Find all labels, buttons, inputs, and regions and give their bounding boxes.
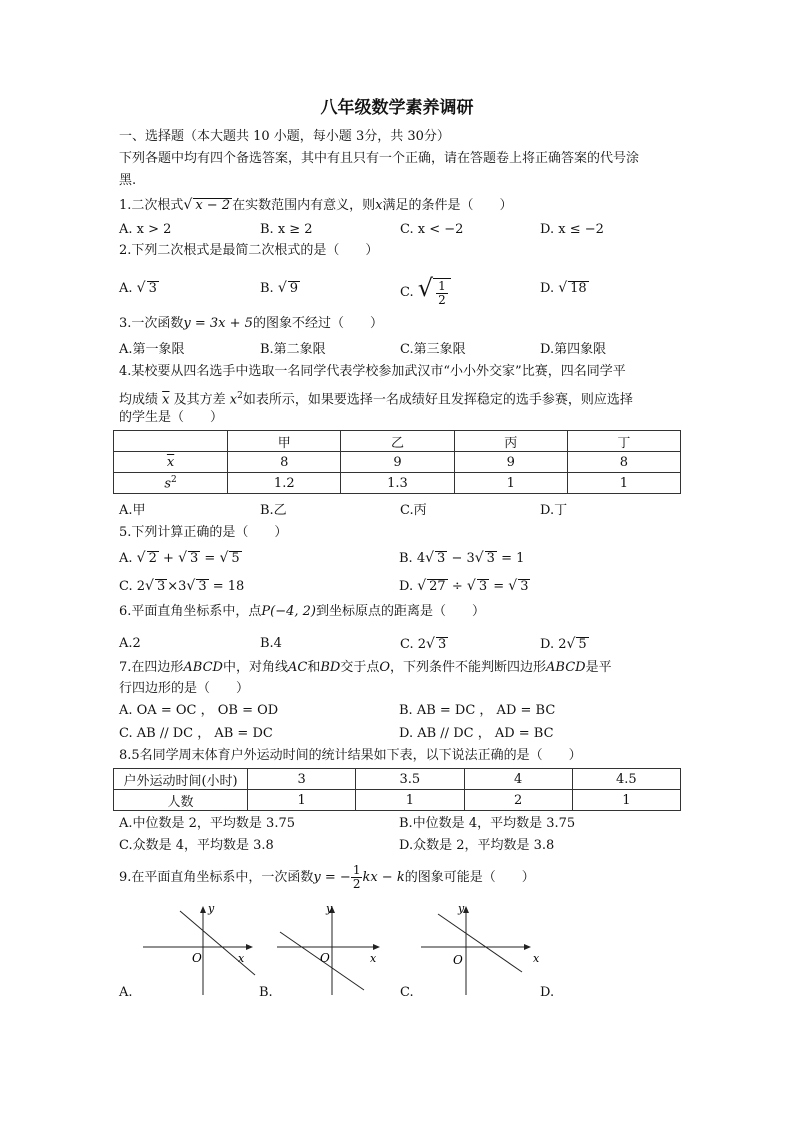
graph-c xyxy=(416,900,540,1000)
radical-sign-icon: √ xyxy=(474,550,484,566)
table-header: 丁 xyxy=(567,431,680,452)
table-row xyxy=(114,769,681,790)
q3-option-c[interactable]: C.第三象限 xyxy=(400,342,466,357)
axis-y-label: y xyxy=(326,902,333,915)
q2-fraction xyxy=(433,278,451,307)
table-cell: 4.5 xyxy=(572,769,680,790)
radical-sign-icon: √ xyxy=(417,274,434,302)
radical-sign-icon: √ xyxy=(219,550,229,566)
q4-option-d[interactable]: D.丁 xyxy=(540,503,568,518)
radical-sign-icon: √ xyxy=(136,550,146,566)
q5-a-r3: 5 xyxy=(231,551,240,566)
q5-d-r3: 3 xyxy=(520,579,529,594)
q1-option-a[interactable]: A. x > 2 xyxy=(119,222,172,237)
q4-option-c[interactable]: C.丙 xyxy=(400,503,427,518)
q4-table xyxy=(113,430,681,494)
arrow-up-icon xyxy=(200,906,206,913)
q2-frac-num: 1 xyxy=(438,279,446,293)
origin-label: O xyxy=(453,953,463,967)
q5-c-label: C. 2 xyxy=(119,579,146,594)
q2-frac-den: 2 xyxy=(438,293,446,307)
q3-option-b[interactable]: B.第二象限 xyxy=(260,342,326,357)
radical-sign-icon: √ xyxy=(558,280,568,296)
table-header: 丙 xyxy=(454,431,567,452)
q5-c-rest: = 18 xyxy=(212,579,245,594)
radical-sign-icon: √ xyxy=(277,280,287,296)
q6-stem-a: 6.平面直角坐标系中，点 xyxy=(119,604,262,619)
q9-option-b[interactable]: B. xyxy=(259,985,273,1000)
axis-x-label: x xyxy=(370,952,377,965)
q6-stem-b: 到坐标原点的距离是（ ） xyxy=(316,604,486,619)
q9-stem-b: 的图象可能是（ ） xyxy=(404,870,535,885)
q2-radicand-d: 18 xyxy=(570,281,587,296)
arrow-right-icon xyxy=(524,944,531,950)
table-cell: 1 xyxy=(572,790,680,811)
q5-stem: 5.下列计算正确的是（ ） xyxy=(119,525,288,540)
q5-option-b[interactable] xyxy=(399,550,524,567)
table-row-label: 人数 xyxy=(114,790,248,811)
s-sup: 2 xyxy=(171,474,177,485)
q6-c-radicand: 3 xyxy=(437,637,447,652)
q6-c-coef: C. 2 xyxy=(400,637,427,652)
q8-option-a[interactable]: A.中位数是 2，平均数是 3.75 xyxy=(119,816,296,831)
q7-quad: ABCD xyxy=(183,660,223,675)
radical-sign-icon: √ xyxy=(178,550,187,566)
graph-a xyxy=(138,900,260,1000)
q9-y-eq: y = − xyxy=(313,870,351,885)
q7-l1c: 交于点 xyxy=(340,660,380,675)
function-line xyxy=(438,914,522,972)
q9-option-a[interactable]: A. xyxy=(119,985,133,1000)
q6-option-c[interactable] xyxy=(400,636,448,653)
q1-option-c[interactable]: C. x < −2 xyxy=(400,222,464,237)
table-row xyxy=(114,473,681,494)
q2-option-d[interactable] xyxy=(540,280,589,297)
q4-xbar: $\overline{x}$ xyxy=(162,392,170,408)
q4-line-2a: 均成绩 xyxy=(119,392,159,408)
q5-c-r2: 3 xyxy=(198,579,207,594)
q5-b-r1: 3 xyxy=(437,551,446,566)
q9-stem xyxy=(119,858,535,898)
table-cell: 8 xyxy=(228,452,341,473)
radical-sign-icon: √ xyxy=(426,636,435,652)
q3-stem-a: 3.一次函数 xyxy=(119,316,184,331)
q8-stem: 8.5名同学周末体育户外运动时间的统计结果如下表，以下说法正确的是（ ） xyxy=(119,748,582,763)
s-symbol: s xyxy=(164,476,172,492)
q7-option-b[interactable]: B. AB = DC ， AD = BC xyxy=(399,703,556,718)
q7-option-c[interactable]: C. AB // DC ， AB = DC xyxy=(119,726,273,741)
table-cell xyxy=(114,431,228,452)
instruction-line-2: 黑. xyxy=(119,173,137,188)
q1-var: x xyxy=(375,198,383,213)
q7-bd: BD xyxy=(320,660,341,675)
q1-stem xyxy=(119,197,512,214)
table-cell: 1 xyxy=(454,473,567,494)
q9-frac-num: 1 xyxy=(352,863,361,877)
table-header: 乙 xyxy=(341,431,454,452)
q4-line-2 xyxy=(119,388,633,408)
q3-stem-b: 的图象不经过（ ） xyxy=(252,316,383,331)
q1-option-d[interactable]: D. x ≤ −2 xyxy=(540,222,604,237)
table-cell: 8 xyxy=(567,452,680,473)
q5-option-a[interactable] xyxy=(119,550,242,567)
q4-option-a[interactable]: A.甲 xyxy=(119,503,146,518)
radical-sign-icon: √ xyxy=(466,578,476,594)
q7-line-2: 行四边形的是（ ） xyxy=(119,681,250,696)
q1-stem-a: 1.二次根式 xyxy=(119,198,184,213)
q5-d-eq: = xyxy=(493,579,505,594)
radical-sign-icon: √ xyxy=(566,636,576,652)
q5-a-label: A. xyxy=(119,551,133,566)
q1-stem-b: 在实数范围内有意义，则 xyxy=(232,198,376,213)
q4-sq: 2 xyxy=(237,391,243,401)
table-cell: 1.3 xyxy=(341,473,454,494)
q5-option-c[interactable] xyxy=(119,578,244,595)
graph-b xyxy=(272,900,394,1000)
q4-line-2c: 如表所示，如果要选择一名成绩好且发挥稳定的选手参赛，则应选择 xyxy=(242,392,633,408)
table-cell: 1 xyxy=(248,790,356,811)
q7-option-d[interactable]: D. AB // DC ， AD = BC xyxy=(399,726,554,741)
instruction-line-1: 下列各题中均有四个备选答案，其中有且只有一个正确，请在答题卷上将正确答案的代号涂 xyxy=(119,151,640,166)
table-cell: 3 xyxy=(248,769,356,790)
q8-option-d[interactable]: D.众数是 2，平均数是 3.8 xyxy=(399,838,555,853)
q9-frac-den: 2 xyxy=(352,877,361,891)
radical-sign-icon: √ xyxy=(186,578,196,594)
q5-d-r1: 27 xyxy=(429,579,446,594)
q6-d-coef: D. 2 xyxy=(540,637,567,652)
q7-quad2: ABCD xyxy=(546,660,586,675)
table-row-label xyxy=(114,473,228,494)
table-cell: 3.5 xyxy=(356,769,464,790)
radical-sign-icon: √ xyxy=(425,550,435,566)
q5-a-eq: = xyxy=(204,551,216,566)
origin-label: O xyxy=(320,951,330,965)
q4-line-2b: 及其方差 xyxy=(173,392,226,408)
q4-line-3: 的学生是（ ） xyxy=(119,410,224,425)
q5-b-op: − 3 xyxy=(451,551,475,566)
table-cell: 9 xyxy=(341,452,454,473)
q4-xsq: x xyxy=(229,392,238,408)
q2-option-b[interactable] xyxy=(260,280,300,297)
q3-stem xyxy=(119,316,383,332)
q5-d-op: ÷ xyxy=(451,579,463,594)
q3-formula: y = 3x + 5 xyxy=(183,316,253,331)
q9-option-c[interactable]: C. xyxy=(400,985,414,1000)
q5-a-r2: 3 xyxy=(189,551,199,566)
q7-l1b: 中，对角线 xyxy=(222,660,288,675)
q2-stem: 2.下列二次根式是最简二次根式的是（ ） xyxy=(119,243,379,258)
q2-label-a: A. xyxy=(119,281,133,296)
q5-b-r2: 3 xyxy=(486,551,495,566)
axis-x-label: x xyxy=(533,952,540,965)
q6-d-radicand: 5 xyxy=(578,637,587,652)
q1-stem-c: 满足的条件是（ ） xyxy=(382,198,513,213)
q7-option-a[interactable]: A. OA = OC ， OB = OD xyxy=(119,703,279,718)
radical-sign-icon: √ xyxy=(508,578,518,594)
q2-radicand-a: 3 xyxy=(148,281,157,296)
q7-line-1 xyxy=(119,660,612,676)
q5-d-label: D. xyxy=(399,579,414,594)
table-row xyxy=(114,790,681,811)
table-cell: 1 xyxy=(356,790,464,811)
q5-b-rest: = 1 xyxy=(501,551,525,566)
q2-label-c: C. xyxy=(400,285,414,300)
q6-option-a[interactable]: A.2 xyxy=(119,636,141,651)
radical-sign-icon: √ xyxy=(417,578,427,594)
q1-radicand: x − 2 xyxy=(195,198,231,213)
q9-fraction xyxy=(351,864,363,891)
q9-option-d[interactable]: D. xyxy=(540,985,555,1000)
radical-sign-icon: √ xyxy=(183,197,193,213)
radical-sign-icon: √ xyxy=(136,280,146,296)
table-cell: 2 xyxy=(464,790,572,811)
table-cell: 1 xyxy=(567,473,680,494)
q7-l1a: 7.在四边形 xyxy=(119,660,184,675)
radical-sign-icon: √ xyxy=(145,578,154,594)
function-line xyxy=(180,911,255,975)
q2-label-d: D. xyxy=(540,281,555,296)
q5-c-op: ×3 xyxy=(167,579,187,594)
q5-a-r1: 2 xyxy=(148,551,157,566)
arrow-right-icon xyxy=(246,944,253,950)
q5-d-r2: 3 xyxy=(478,579,488,594)
q7-l1d: ，下列条件不能判断四边形 xyxy=(390,660,547,675)
q5-option-d[interactable] xyxy=(399,578,530,595)
table-cell: 1.2 xyxy=(228,473,341,494)
axis-y-label: y xyxy=(458,902,465,915)
axis-x-label: x xyxy=(238,952,245,965)
table-cell: 9 xyxy=(454,452,567,473)
table-header: 甲 xyxy=(228,431,341,452)
q7-o: O xyxy=(379,660,391,675)
q4-option-b[interactable]: B.乙 xyxy=(260,503,287,518)
page-title: 八年级数学素养调研 xyxy=(320,98,474,118)
q7-ac: AC xyxy=(287,660,308,675)
q1-option-b[interactable]: B. x ≥ 2 xyxy=(260,222,313,237)
q7-l1e: 是平 xyxy=(585,660,612,675)
q8-table xyxy=(113,768,681,811)
q6-option-b[interactable]: B.4 xyxy=(260,636,282,651)
q9-kx: kx − k xyxy=(362,870,405,885)
origin-label: O xyxy=(192,951,202,965)
table-row-label: 户外运动时间(小时) xyxy=(114,769,248,790)
table-row-label: $\overline{x}$ xyxy=(114,452,228,473)
axis-y-label: y xyxy=(208,902,215,915)
q7-and: 和 xyxy=(307,660,321,675)
q3-option-a[interactable]: A.第一象限 xyxy=(119,342,185,357)
table-row xyxy=(114,431,681,452)
q6-point: P(−4, 2) xyxy=(261,604,316,619)
q5-c-r1: 3 xyxy=(156,579,166,594)
table-row xyxy=(114,452,681,473)
q6-option-d[interactable] xyxy=(540,636,589,653)
q2-label-b: B. xyxy=(260,281,274,296)
arrow-right-icon xyxy=(373,944,380,950)
q2-option-c[interactable] xyxy=(400,268,451,308)
q2-radicand-b: 9 xyxy=(289,281,299,296)
q8-option-b[interactable]: B.中位数是 4，平均数是 3.75 xyxy=(399,816,576,831)
q2-option-a[interactable] xyxy=(119,280,159,297)
q6-stem xyxy=(119,604,485,620)
q9-stem-a: 9.在平面直角坐标系中，一次函数 xyxy=(119,870,314,885)
q4-line-1: 4.某校要从四名选手中选取一名同学代表学校参加武汉市“小小外交家”比赛，四名同学平 xyxy=(119,364,626,379)
q8-option-c[interactable]: C.众数是 4，平均数是 3.8 xyxy=(119,838,274,853)
q3-option-d[interactable]: D.第四象限 xyxy=(540,342,607,357)
q5-b-label: B. 4 xyxy=(399,551,426,566)
section-heading: 一、选择题（本大题共 10 小题，每小题 3分，共 30分） xyxy=(119,129,450,144)
table-cell: 4 xyxy=(464,769,572,790)
q5-a-op: + xyxy=(163,551,174,566)
